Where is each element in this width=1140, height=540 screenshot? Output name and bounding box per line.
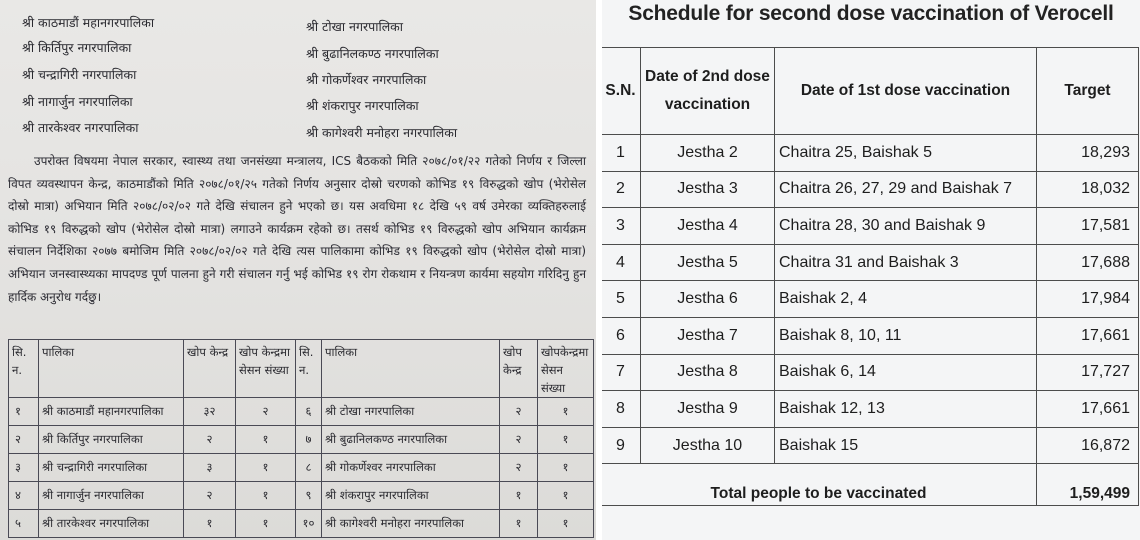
col-header-municipality-2: पालिका: [322, 340, 500, 398]
col-header-sn: S.N.: [602, 48, 641, 135]
cell: ३: [9, 454, 39, 482]
total-value: 1,59,499: [1037, 464, 1139, 506]
cell: श्री कागेश्वरी मनोहरा नगरपालिका: [322, 510, 500, 538]
cell-2nd-dose: Jestha 2: [641, 135, 775, 172]
cell-2nd-dose: Jestha 4: [641, 208, 775, 245]
cell: १: [184, 510, 236, 538]
col-header-center-1: खोप केन्द्र: [184, 340, 236, 398]
cell: ५: [9, 510, 39, 538]
address-left-4: श्री नागार्जुन नगरपालिका: [22, 94, 133, 109]
cell-2nd-dose: Jestha 5: [641, 244, 775, 281]
address-right-3: श्री गोकर्णेश्वर नगरपालिका: [306, 72, 427, 87]
letter-paragraph-text: उपरोक्त विषयमा नेपाल सरकार, स्वास्थ्य तथा जनसंख्या मन्त्रालय, ICS बैठकको मिति २०७८/०१/२२ गतेको निर्णय र जिल्ला विपत व्यवस्थापन केन्द्र, काठमाडौंको मिति २०७८/०१/२५ गतेको निर्णय अनुसार दोस्रो चरणको कोभिड १९ विरुद्धको खोप (भेरोसेल दोस्रो मात्रा) अभियान मिति २०७८/०२/०२ गते देखि संचालन हुने भएको छ। यस अवधिमा १८ देखि ५९ वर्ष उमेरका व्यक्तिहरुलाई कोभिड १९ विरुद्धको खोप (भेरोसेल दोस्रो मात्रा) लगाउने कार्यक्रम रहेको छ। तसर्थ कोभिड १९ विरुद्धको खोप अभियान कार्यक्रम संचालन निर्देशिका २०७७ बमोजिम मिति २०७८/०२/०२ गते देखि त्यस पालिकामा कोभिड १९ विरुद्धको खोप (भेरोसेल दोस्रो मात्रा) अभियान जनस्वास्थ्यका मापदण्ड पूर्ण पालना हुने गरी संचालन गर्नु भई कोभिड १९ रोग रोकथाम र नियन्त्रण कार्यमा सहयोग गरिदिनु हुन हार्दिक अनुरोध गर्दछु।: [8, 154, 586, 304]
table-row: [9, 454, 594, 482]
cell: १: [538, 482, 594, 510]
cell-2nd-dose: Jestha 3: [641, 171, 775, 208]
col-header-target: Target: [1037, 48, 1139, 135]
cell-1st-dose: Baishak 6, 14: [775, 354, 1037, 391]
table-row: [602, 171, 1139, 208]
cell: १: [500, 510, 538, 538]
cell: श्री नागार्जुन नगरपालिका: [39, 482, 184, 510]
cell: श्री काठमाडौं महानगरपालिका: [39, 398, 184, 426]
cell-2nd-dose: Jestha 7: [641, 317, 775, 354]
table-row: [602, 427, 1139, 464]
cell: २: [184, 426, 236, 454]
table-row: [602, 317, 1139, 354]
col-header-municipality-1: पालिका: [39, 340, 184, 398]
address-right-1: श्री टोखा नगरपालिका: [306, 19, 404, 34]
table-row: [602, 208, 1139, 245]
cell-sn: 4: [602, 244, 641, 281]
cell: १: [538, 398, 594, 426]
schedule-table: [602, 47, 1139, 506]
address-left-5: श्री तारकेश्वर नगरपालिका: [22, 120, 139, 135]
schedule-title: Schedule for second dose vaccination of Verocell: [628, 2, 1114, 25]
cell: १: [9, 398, 39, 426]
cell: ३: [184, 454, 236, 482]
cell-target: 18,032: [1037, 171, 1139, 208]
cell-1st-dose: Chaitra 26, 27, 29 and Baishak 7: [775, 171, 1037, 208]
schedule-table-header: [602, 48, 1139, 135]
cell: २: [184, 482, 236, 510]
cell-target: 18,293: [1037, 135, 1139, 172]
cell-sn: 8: [602, 391, 641, 428]
cell: ६: [296, 398, 322, 426]
cell: श्री टोखा नगरपालिका: [322, 398, 500, 426]
cell-target: 17,661: [1037, 317, 1139, 354]
total-label: Total people to be vaccinated: [602, 464, 1037, 506]
cell: ८: [296, 454, 322, 482]
total-row: [602, 464, 1139, 506]
col-header-center-2: खोप केन्द्र: [500, 340, 538, 398]
cell: २: [500, 454, 538, 482]
cell-2nd-dose: Jestha 6: [641, 281, 775, 318]
cell-sn: 6: [602, 317, 641, 354]
cell-1st-dose: Baishak 2, 4: [775, 281, 1037, 318]
cell-2nd-dose: Jestha 8: [641, 354, 775, 391]
cell-target: 17,727: [1037, 354, 1139, 391]
cell: १: [500, 482, 538, 510]
cell-1st-dose: Baishak 8, 10, 11: [775, 317, 1037, 354]
cell: ७: [296, 426, 322, 454]
address-right-4: श्री शंकरापुर नगरपालिका: [306, 98, 419, 113]
cell-1st-dose: Baishak 12, 13: [775, 391, 1037, 428]
cell: श्री गोकर्णेश्वर नगरपालिका: [322, 454, 500, 482]
cell: १: [538, 510, 594, 538]
table-row: [9, 426, 594, 454]
cell-1st-dose: Chaitra 28, 30 and Baishak 9: [775, 208, 1037, 245]
cell-sn: 7: [602, 354, 641, 391]
cell-sn: 2: [602, 171, 641, 208]
cell-sn: 5: [602, 281, 641, 318]
cell: १: [236, 426, 296, 454]
cell-target: 17,984: [1037, 281, 1139, 318]
cell-target: 17,688: [1037, 244, 1139, 281]
cell: ९: [296, 482, 322, 510]
cell-2nd-dose: Jestha 10: [641, 427, 775, 464]
cell-1st-dose: Chaitra 25, Baishak 5: [775, 135, 1037, 172]
address-left-3: श्री चन्द्रागिरी नगरपालिका: [22, 67, 137, 82]
address-left-2: श्री किर्तिपुर नगरपालिका: [22, 40, 132, 55]
cell: श्री शंकरापुर नगरपालिका: [322, 482, 500, 510]
cell: ४: [9, 482, 39, 510]
cell: श्री तारकेश्वर नगरपालिका: [39, 510, 184, 538]
table-row: [602, 244, 1139, 281]
cell: १: [538, 454, 594, 482]
table-row: [9, 482, 594, 510]
cell: श्री बुढानिलकण्ठ नगरपालिका: [322, 426, 500, 454]
cell-target: 16,872: [1037, 427, 1139, 464]
cell: १: [236, 510, 296, 538]
cell: २: [236, 398, 296, 426]
cell: २: [9, 426, 39, 454]
col-header-2nd-dose-date: Date of 2nd dose vaccination: [641, 48, 775, 135]
table-row: [602, 354, 1139, 391]
cell-target: 17,581: [1037, 208, 1139, 245]
address-right-2: श्री बुढानिलकण्ठ नगरपालिका: [306, 46, 439, 61]
cell-1st-dose: Chaitra 31 and Baishak 3: [775, 244, 1037, 281]
cell: १: [236, 454, 296, 482]
table-row: [602, 135, 1139, 172]
col-header-session-2: खोपकेन्द्रमा सेसन संख्या: [538, 340, 594, 398]
cell: २: [500, 398, 538, 426]
cell: ३२: [184, 398, 236, 426]
cell-sn: 3: [602, 208, 641, 245]
municipality-table-header: [9, 340, 594, 398]
cell: १: [236, 482, 296, 510]
address-left-1: श्री काठमाडौं महानगरपालिका: [22, 15, 155, 30]
cell-1st-dose: Baishak 15: [775, 427, 1037, 464]
cell-sn: 9: [602, 427, 641, 464]
table-row: [9, 510, 594, 538]
cell: श्री चन्द्रागिरी नगरपालिका: [39, 454, 184, 482]
cell: १०: [296, 510, 322, 538]
col-header-sn-1: सि. न.: [9, 340, 39, 398]
col-header-sn-2: सि. न.: [296, 340, 322, 398]
municipality-table: [8, 339, 594, 538]
letter-paragraph: [8, 150, 586, 308]
cell: १: [538, 426, 594, 454]
col-header-1st-dose-date: Date of 1st dose vaccination: [775, 48, 1037, 135]
cell-target: 17,661: [1037, 391, 1139, 428]
verocell-schedule: [602, 0, 1140, 540]
cell: श्री किर्तिपुर नगरपालिका: [39, 426, 184, 454]
cell: २: [500, 426, 538, 454]
table-row: [9, 398, 594, 426]
col-header-session-1: खोप केन्द्रमा सेसन संख्या: [236, 340, 296, 398]
table-row: [602, 281, 1139, 318]
address-right-5: श्री कागेश्वरी मनोहरा नगरपालिका: [306, 125, 458, 140]
cell-2nd-dose: Jestha 9: [641, 391, 775, 428]
cell-sn: 1: [602, 135, 641, 172]
table-row: [602, 391, 1139, 428]
